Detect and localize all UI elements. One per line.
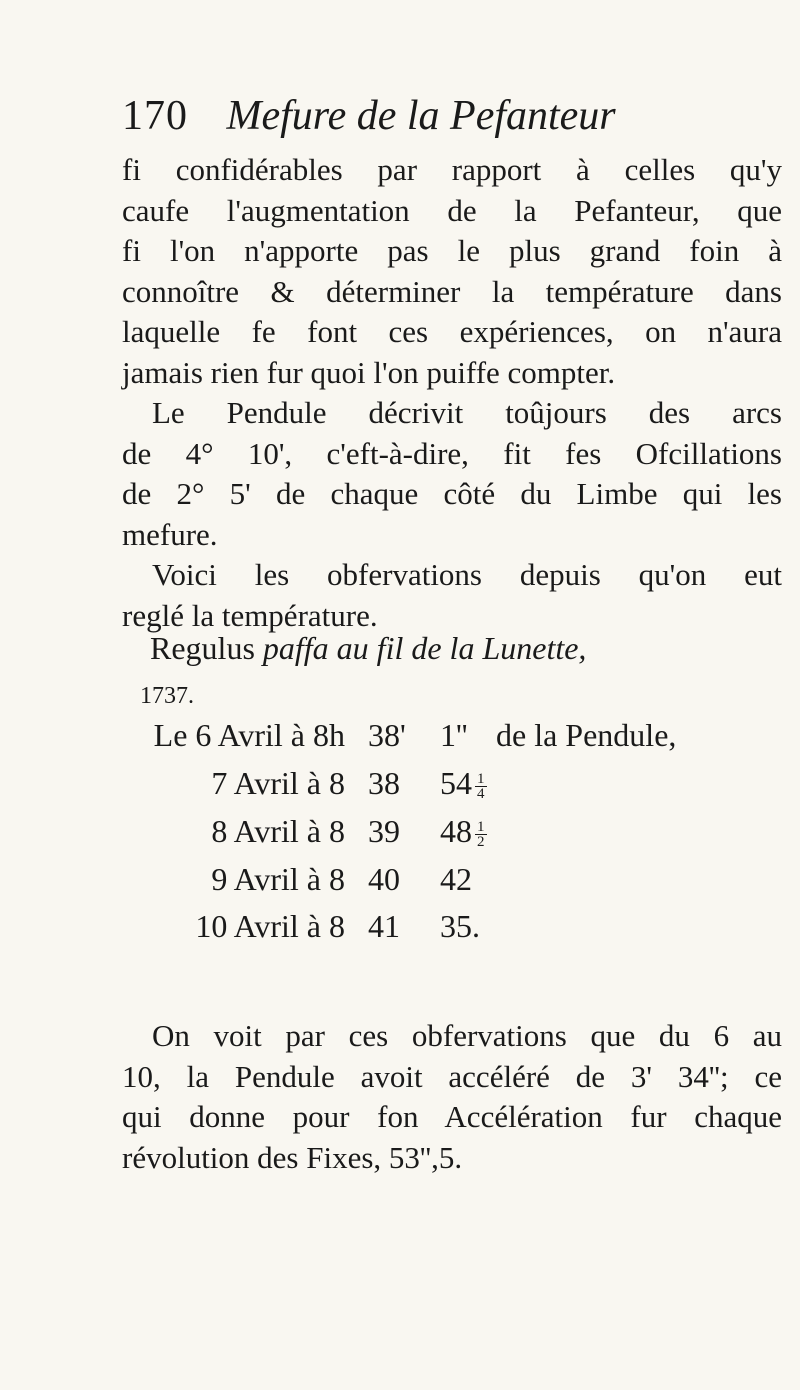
text-line: fi l'on n'apporte pas le plus grand foin à <box>122 233 782 268</box>
row-seconds: 35. <box>440 908 480 944</box>
row-seconds: 48 $\frac{1}{2}$ <box>440 813 485 851</box>
text-line: laquelle fe font ces expériences, on n'aura <box>122 314 782 349</box>
row-minutes: 41 <box>368 908 400 944</box>
text-line: de 4° 10', c'eft-à-dire, fit fes Ofcillations <box>122 435 782 471</box>
row-seconds: 1'' <box>440 717 468 753</box>
row-minutes: 39 <box>368 813 400 849</box>
table-title-italic: paffa au fil de la Lunette, <box>262 630 587 666</box>
text-line: mefure. <box>122 516 218 552</box>
running-title: Mefure de la Pefanteur <box>226 93 616 139</box>
text-line: révolution des Fixes, 53'',5. <box>122 1139 463 1175</box>
paragraph-1 <box>122 150 782 393</box>
text-line: Voici les obfervations depuis qu'on eut <box>152 557 782 592</box>
table-title <box>150 630 586 667</box>
row-seconds: 42 <box>440 861 472 897</box>
row-date: 7 Avril à 8 <box>211 765 345 801</box>
text-line: reglé la température. <box>122 597 378 633</box>
row-date: 9 Avril à 8 <box>211 861 345 897</box>
text-line: connoître & déterminer la température dans <box>122 273 782 309</box>
text-line: 10, la Pendule avoit accéléré de 3' 34''; ce <box>122 1058 782 1094</box>
row-minutes: 38 <box>368 765 400 801</box>
row-date: 10 Avril à 8 <box>195 908 345 944</box>
table-title-star: Regulus <box>150 630 255 666</box>
row-minutes: 38' <box>368 717 406 753</box>
row-fraction: $\frac{1}{4}$ <box>477 771 485 803</box>
paragraph-3 <box>122 555 782 636</box>
row-fraction: $\frac{1}{2}$ <box>477 819 485 851</box>
text-line: Le Pendule décrivit toûjours des arcs <box>152 395 782 430</box>
table-year: 1737. <box>140 683 194 709</box>
row-date: 8 Avril à 8 <box>211 813 345 849</box>
row-suffix: de la Pendule, <box>496 717 677 753</box>
row-minutes: 40 <box>368 861 400 897</box>
paragraph-2 <box>122 393 782 555</box>
page-number: 170 <box>122 93 188 139</box>
text-line: caufe l'augmentation de la Pefanteur, que <box>122 192 782 228</box>
row-date: Le 6 Avril à 8h <box>153 717 345 753</box>
text-line: fi confidérables par rapport à celles qu'y <box>122 152 782 187</box>
page-header <box>122 92 616 140</box>
paragraph-4 <box>122 1016 782 1178</box>
text-line: qui donne pour fon Accélération fur chaque <box>122 1099 782 1134</box>
text-line: On voit par ces obfervations que du 6 au <box>152 1018 782 1053</box>
row-seconds: 54 $\frac{1}{4}$ <box>440 765 485 803</box>
text-line: de 2° 5' de chaque côté du Limbe qui les <box>122 476 782 511</box>
text-line: jamais rien fur quoi l'on puiffe compter. <box>122 354 616 390</box>
